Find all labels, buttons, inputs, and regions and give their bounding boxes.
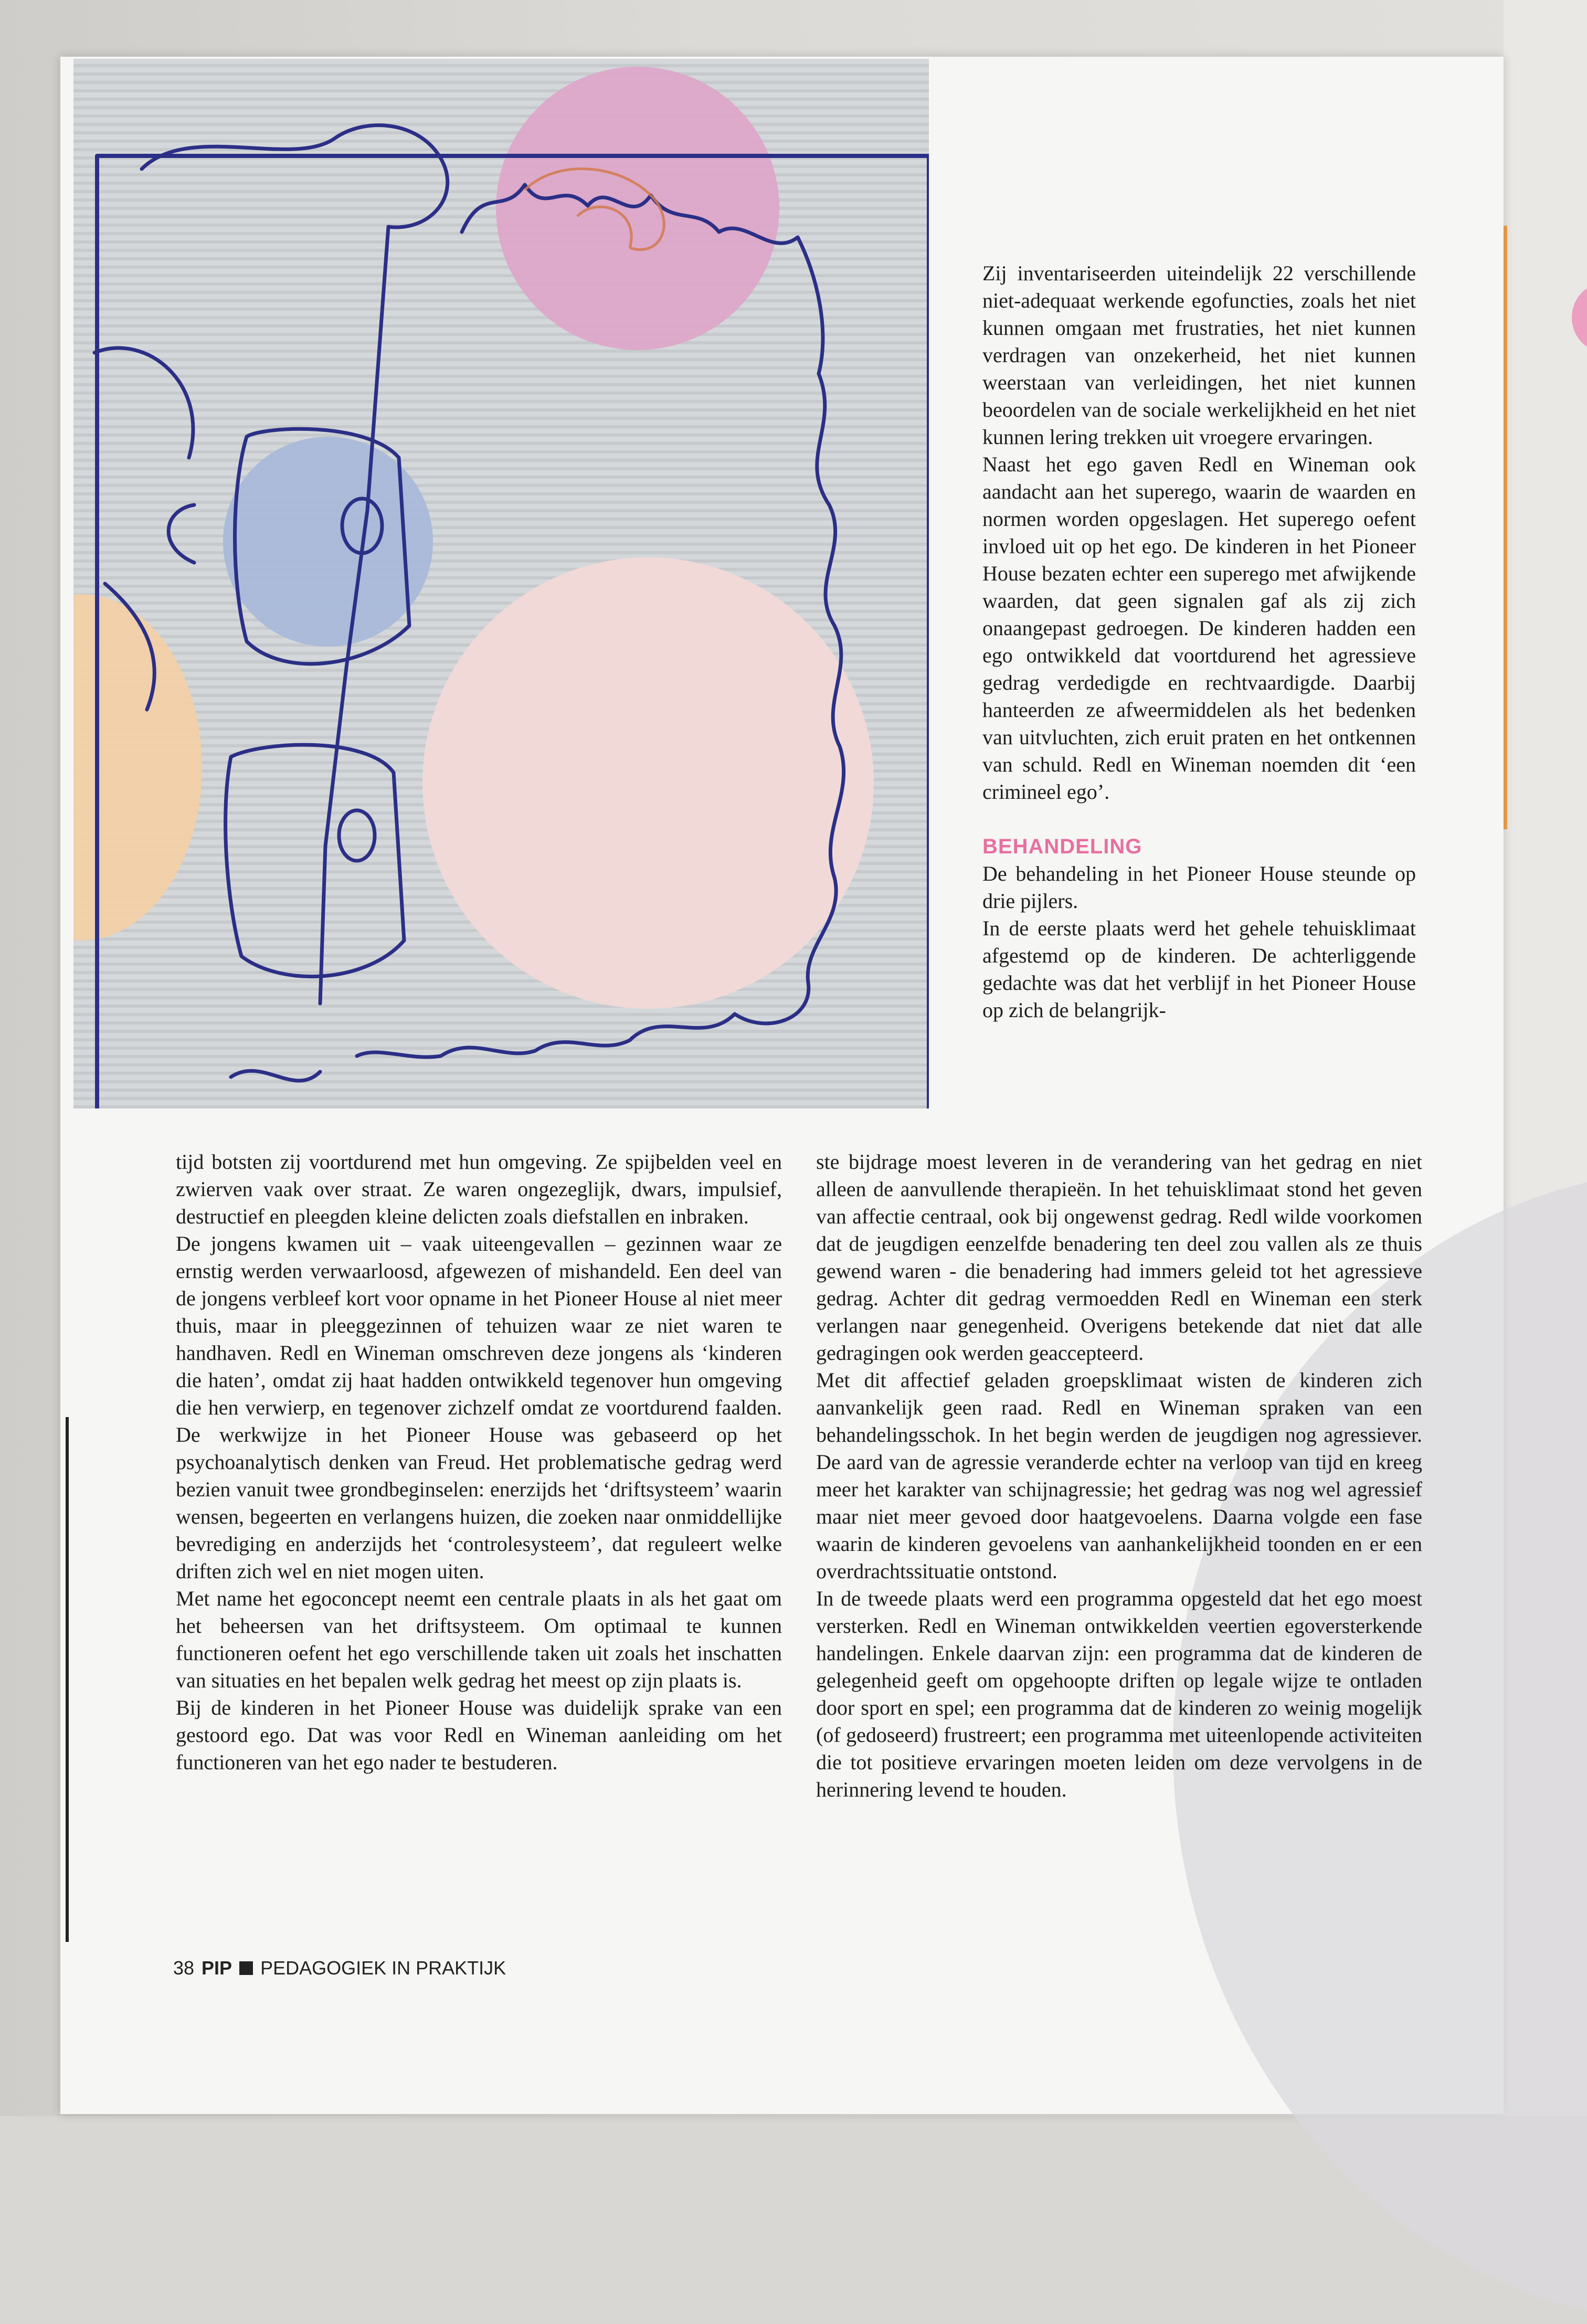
page-footer — [173, 1955, 506, 1981]
paragraph: Bij de kinderen in het Pioneer House was duidelijk sprake van een gestoord ego. Dat was voor Redl en Wineman aanleiding om het functioneren van het ego nader te bestuderen. — [176, 1696, 782, 1774]
text-column-right-bottom — [816, 1148, 1422, 1803]
paragraph: ste bijdrage moest leveren in de verandering van het gedrag en niet alleen de aanvullende therapieën. In het tehuisklimaat stond het geven van affectie centraal, ook bij ongewenst gedrag. Redl wilde voorkomen dat de jeugdigen eenzelfde benadering ten deel zou vallen als ze thuis gewend waren - die benadering had immers geleid tot het agressieve gedrag. Achter dit gedrag vermoedden Redl en Wineman een sterk verlangen naar genegenheid. Overigens betekende dat niet dat alle gedragingen ook werden geaccepteerd. — [816, 1150, 1422, 1365]
text-column-right-top — [982, 260, 1416, 1024]
paragraph: Zij inventariseerden uiteindelijk 22 verschillende niet-adequaat werkende egofuncties, zoals het niet kunnen omgaan met frustraties, het niet kunnen verdragen van onzekerheid, het niet kunnen weerstaan van verleidingen, het niet kunnen beoordelen van de sociale werkelijkheid en het niet kunnen lering trekken uit vroegere ervaringen. — [982, 261, 1416, 449]
publication-name: PEDAGOGIEK IN PRAKTIJK — [260, 1957, 506, 1979]
pink-circle — [496, 67, 779, 350]
text-column-left — [176, 1148, 782, 1776]
paragraph: De behandeling in het Pioneer House steunde op drie pijlers. — [982, 862, 1416, 913]
paragraph: De jongens kwamen uit – vaak uiteengevallen – gezinnen waar ze ernstig werden verwaarloosd, afgewezen of mishandeld. Een deel van de jongens verbleef kort voor opname in het Pioneer House al niet meer thuis, maar in pleeggezinnen of tehuizen waar ze niet waren te handhaven. Redl en Wineman omschreven deze jongens als ‘kinderen die haten’, omdat zij haat hadden ontwikkeld tegenover hun omgeving die hen verwierp, en tegenover zichzelf omdat ze voortdurend faalden. De werkwijze in het Pioneer House was gebaseerd op het psychoanalytisch denken van Freud. Het problematische gedrag werd bezien vanuit twee grondbeginselen: enerzijds het ‘driftsysteem’ waarin wensen, begeerten en verlangens huizen, die zoeken naar onmiddellijke bevrediging en anderzijds het ‘controlesysteem’, dat reguleert welke driften zich wel en niet mogen uiten. — [176, 1232, 782, 1583]
brand-name: PIP — [202, 1957, 232, 1979]
paragraph: Met name het egoconcept neemt een centrale plaats in als het gaat om het beheersen van het driftsysteem. Om optimaal te kunnen functioneren oefent het ego verschillende taken uit zoals het inschatten van situaties en het bepalen welk gedrag het meest op zijn plaats is. — [176, 1587, 782, 1692]
paragraph: Naast het ego gaven Redl en Wineman ook aandacht aan het superego, waarin de waarden en normen worden opgeslagen. Het superego oefent invloed uit op het ego. De kinderen in het Pioneer House bezaten echter een superego met afwijkende waarden, dat geen signalen gaf als zij zich onaangepast gedroegen. De kinderen hadden een ego ontwikkeld dat voortdurend het agressieve gedrag verdedigde en rechtvaardigde. Daarbij hanteerden ze afweermiddelen als het bedenken van uitvluchten, zich eruit praten en het ontkennen van schuld. Redl en Wineman noemden dit ‘een crimineel ego’. — [982, 452, 1416, 804]
page-number: 38 — [173, 1957, 195, 1979]
blue-circle — [223, 437, 433, 647]
square-icon — [239, 1961, 253, 1975]
illustration — [73, 59, 929, 1108]
paragraph: In de tweede plaats werd een programma opgesteld dat het ego moest versterken. Redl en Wineman ontwikkelden veertien egoversterkende handelingen. Enkele daarvan zijn: een programma dat de kinderen de gelegenheid geeft om opgehoopte driften op legale wijze te ontladen door sport en spel; een programma dat de kinderen zo weinig mogelijk (of gedoseerd) frustreert; een programma met uiteenlopende activiteiten die tot positieve ervaringen moeten leiden om deze vervolgens in de herinnering levend te houden. — [816, 1587, 1422, 1801]
page-spine-line — [66, 1417, 69, 1942]
section-heading: BEHANDELING — [982, 835, 1142, 858]
paragraph: tijd botsten zij voortdurend met hun omgeving. Ze spijbelden veel en zwierven vaak over straat. Ze waren ongezeglijk, dwars, impulsief, destructief en pleegden kleine delicten zoals diefstallen en inbraken. — [176, 1150, 782, 1228]
peach-circle — [422, 557, 874, 1009]
paragraph: In de eerste plaats werd het gehele tehuisklimaat afgestemd op de kinderen. De achterliggende gedachte was dat het verblijf in het Pioneer House op zich de belangrijk- — [982, 916, 1416, 1022]
paragraph: Met dit affectief geladen groepsklimaat wisten de kinderen zich aanvankelijk geen raad. Redl en Wineman spraken van een behandelingsschok. In het begin werden de jeugdigen nog agressiever. De aard van de agressie veranderde echter na verloop van tijd en kreeg meer het karakter van schijnagressie; het gedrag was nog wel agressief maar niet meer gevoed door haatgevoelens. Daarna volgde een fase waarin de kinderen gevoelens van aanhankelijkheid toonden en er een overdrachtssituatie ontstond. — [816, 1368, 1422, 1583]
